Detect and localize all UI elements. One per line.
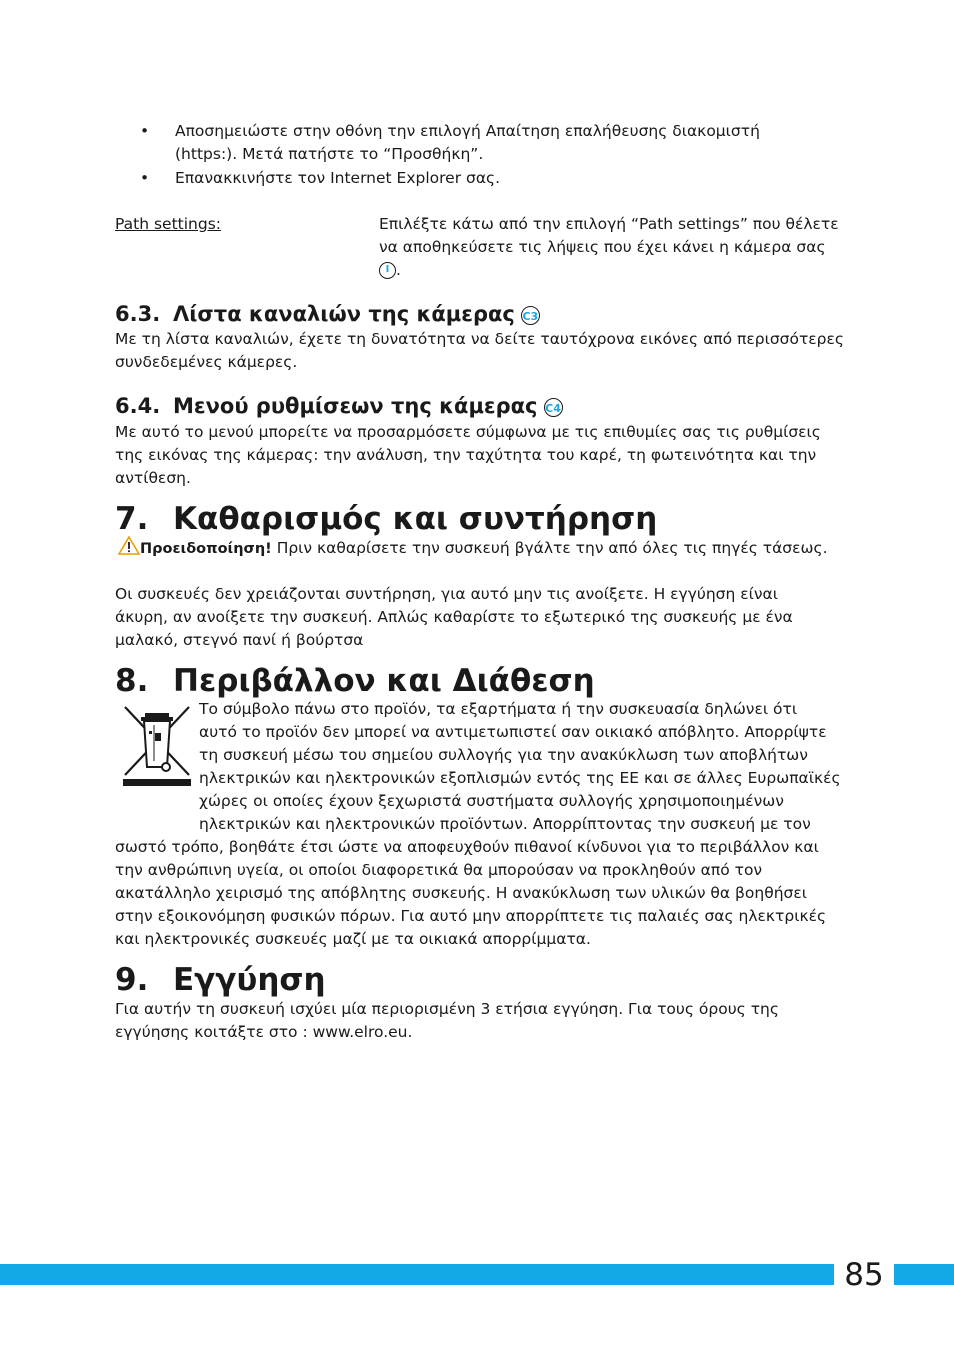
warning-label: Προειδοποίηση! <box>140 541 272 557</box>
warning-text: Πριν καθαρίσετε την συσκευή βγάλτε την από όλες τις πηγές τάσεως. <box>271 539 828 557</box>
section-title: Λίστα καναλιών της κάμερας <box>173 302 515 326</box>
path-settings-line: I . <box>379 259 849 282</box>
section-title: Εγγύηση <box>173 962 326 998</box>
section-title: Μενού ρυθμίσεων της κάμερας <box>173 394 538 418</box>
section-text-6-3: Με τη λίστα καναλιών, έχετε τη δυνατότητα να δείτε ταυτόχρονα εικόνες από περισσότερες συνδεδεμένες κάμερες. <box>115 330 844 371</box>
text-line: τη συσκευή μέσω του σημείου συλλογής για την ανακύκλωση των αποβλήτων <box>199 746 808 764</box>
text-line: χώρες οι οποίες έχουν ξεχωριστά συστήματα συλλογής χρησιμοποιημένων <box>199 792 784 810</box>
footer-bar <box>0 1264 954 1285</box>
bullet-text: Επανακκινήστε τον Internet Explorer σας. <box>175 169 501 187</box>
section-text-6-4: Με αυτό το μενού μπορείτε να προσαρμόσετε σύμφωνα με τις επιθυμίες σας τις ρυθμίσεις της εικόνας της κάμερας: την ανάλυση, την ταχύτητα του καρέ, τη φωτεινότητα και την αντίθεση. <box>115 423 821 487</box>
text-line: Το σύμβολο πάνω στο προϊόν, τα εξαρτήματα ή την συσκευασία δηλώνει ότι <box>199 700 798 718</box>
section-heading-8 <box>115 662 595 700</box>
section-heading-6-3 <box>115 300 540 328</box>
section-title: Καθαρισμός και συντήρηση <box>173 501 658 537</box>
bullet-text: Αποσημειώστε στην οθόνη την επιλογή Απαίτηση επαλήθευσης διακομιστή (https:). Μετά πατήστε το “Προσθήκη”. <box>175 122 760 163</box>
section-title: Περιβάλλον και Διάθεση <box>173 663 595 699</box>
warning-triangle-icon <box>118 536 140 555</box>
text-line: σωστό τρόπο, βοηθάτε έτσι ώστε να αποφευχθούν πιθανοί κίνδυνοι για το περιβάλλον και <box>115 838 819 856</box>
weee-crossed-bin-icon <box>121 703 193 787</box>
section-heading-9 <box>115 961 326 999</box>
text-line: αυτό το προϊόν δεν μπορεί να αντιμετωπιστεί σαν οικιακό απόβλητο. Απορρίψτε <box>199 723 827 741</box>
path-settings-line: να αποθηκεύσετε τις λήψεις που έχει κάνει η κάμερα σας <box>379 238 826 256</box>
text-line: ηλεκτρικών και ηλεκτρονικών προϊόντων. Απορρίπτοντας την συσκευή με τον <box>199 815 811 833</box>
path-settings-description <box>379 213 849 282</box>
text-line: ακατάλληλο χειρισμό της απόβλητης συσκευής. Η ανακύκλωση των υλικών θα βοηθήσει <box>115 884 807 902</box>
section-text-8-full <box>115 836 826 951</box>
settings-menu-badge-icon: C4 <box>544 398 563 417</box>
text-line: και ηλεκτρονικές συσκευές μαζί με τα οικιακά απορρίμματα. <box>115 930 591 948</box>
page-number: 85 <box>834 1259 894 1291</box>
text-line: την ανθρώπινη υγεία, οι οποίοι διαφορετικά θα μπορούσαν να προκληθούν από τον <box>115 861 763 879</box>
section-text-9: Για αυτήν τη συσκευή ισχύει μία περιορισμένη 3 ετήσια εγγύηση. Για τους όρους της εγγύησης κοιτάξτε στο : www.elro.eu. <box>115 1000 779 1041</box>
text-line: ηλεκτρικών και ηλεκτρονικών εξοπλισμών εντός της ΕΕ και σε άλλες Ευρωπαϊκές <box>199 769 841 787</box>
icon-badge-i: I <box>379 262 396 279</box>
section-heading-6-4 <box>115 392 563 420</box>
section-text-7: Οι συσκευές δεν χρειάζονται συντήρηση, για αυτό μην τις ανοίξετε. Η εγγύηση είναι άκυρη, αν ανοίξετε την συσκευή. Απλώς καθαρίστε το εξωτερικό της συσκευής με ένα μαλακό, στεγνό πανί ή βούρτσα <box>115 585 793 649</box>
text-line: στην εξοικονόμηση φυσικών πόρων. Για αυτό μην απορρίπτετε τις παλαιές σας ηλεκτρικές <box>115 907 827 925</box>
path-settings-label: Path settings: <box>115 215 222 233</box>
warning-line <box>118 536 828 561</box>
section-number: 6.3. <box>115 302 161 326</box>
channel-list-badge-icon: C3 <box>521 306 540 325</box>
section-number: 8. <box>115 663 149 699</box>
bullet-symbol: • <box>140 169 150 187</box>
path-settings-line: Επιλέξτε κάτω από την επιλογή “Path settings” που θέλετε <box>379 215 839 233</box>
section-heading-7 <box>115 500 657 538</box>
section-number: 9. <box>115 962 149 998</box>
section-text-8-wrapped <box>199 698 841 836</box>
section-number: 6.4. <box>115 394 161 418</box>
bullet-symbol: • <box>140 122 150 140</box>
section-number: 7. <box>115 501 149 537</box>
